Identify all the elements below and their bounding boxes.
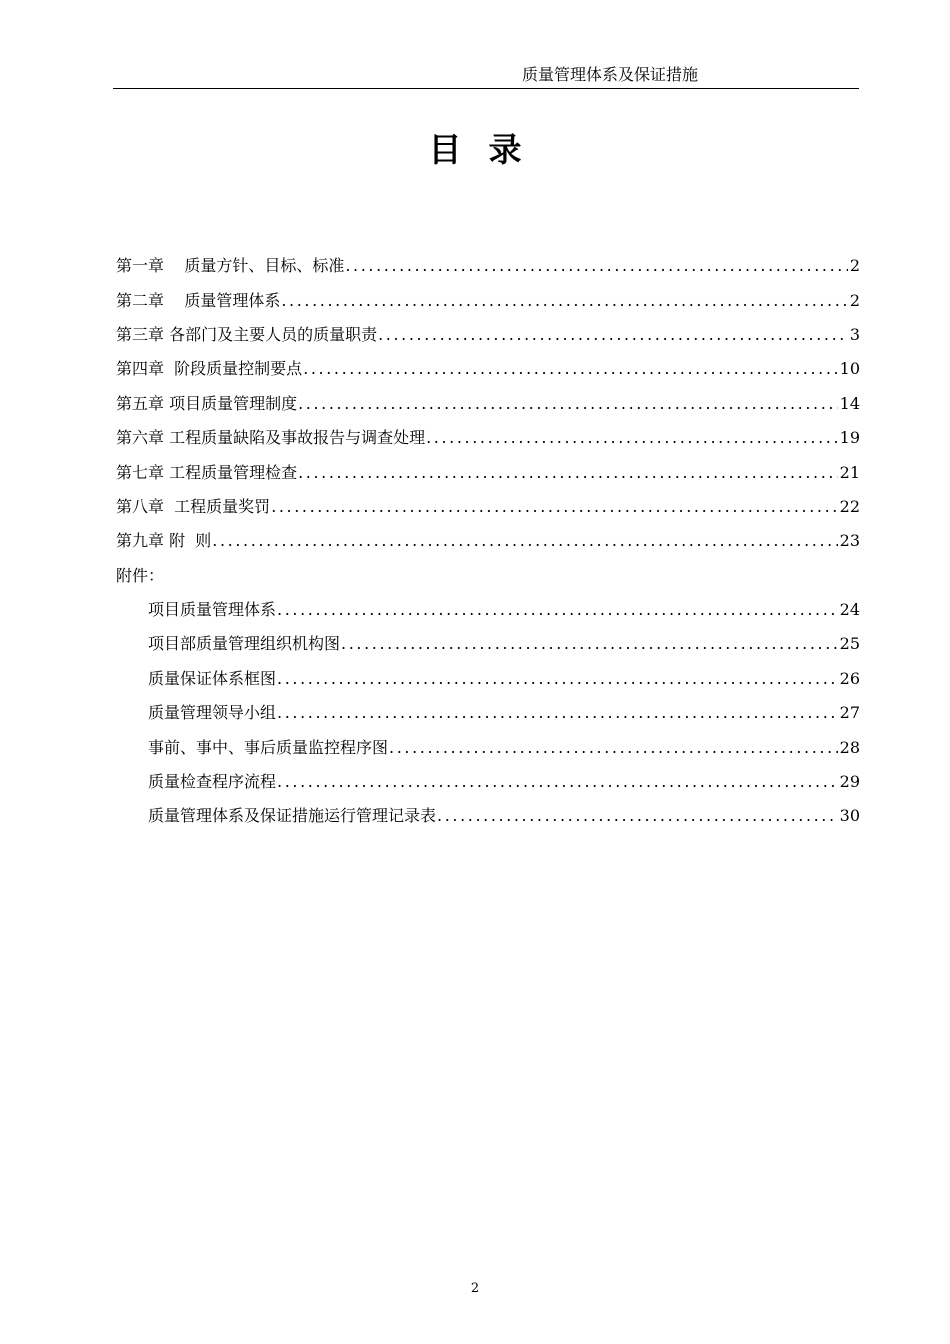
toc-entry-chapter-3[interactable]	[116, 318, 860, 352]
toc-appendix-entry-4[interactable]	[116, 696, 860, 730]
toc-entry-page: 23	[839, 531, 860, 551]
toc-entry-page: 21	[839, 462, 860, 482]
toc-dot-leader	[389, 738, 838, 758]
toc-entry-chapter-6[interactable]	[116, 421, 860, 455]
toc-appendix-label: 附件：	[116, 565, 165, 585]
toc-entry-label: 第二章 质量管理体系	[116, 290, 281, 310]
toc-entry-label: 项目部质量管理组织机构图	[148, 634, 341, 654]
toc-dot-leader	[303, 359, 837, 379]
toc-dot-leader	[378, 325, 848, 345]
toc-entry-chapter-9[interactable]	[116, 524, 860, 558]
toc-entry-page: 26	[839, 668, 860, 688]
toc-entry-label: 事前、事中、事后质量监控程序图	[148, 737, 389, 757]
toc-entry-chapter-2[interactable]	[116, 283, 860, 317]
toc-dot-leader	[277, 600, 838, 620]
toc-entry-label: 第八章 工程质量奖罚	[116, 496, 271, 516]
toc-entry-label: 第七章 工程质量管理检查	[116, 462, 298, 482]
toc-entry-page: 30	[839, 806, 860, 826]
toc-entry-label: 质量管理体系及保证措施运行管理记录表	[148, 806, 437, 826]
page-header	[113, 64, 859, 89]
toc-entry-label: 第四章 阶段质量控制要点	[116, 359, 303, 379]
toc-dot-leader	[341, 634, 838, 654]
toc-dot-leader	[426, 428, 838, 448]
toc-dot-leader	[271, 497, 837, 517]
toc-appendix-entry-7[interactable]	[116, 799, 860, 833]
toc-dot-leader	[437, 806, 838, 826]
toc-entry-label: 第一章 质量方针、目标、标准	[116, 256, 345, 276]
page-number: 2	[470, 1281, 480, 1296]
toc-dot-leader	[277, 669, 838, 689]
toc-appendix-heading	[116, 559, 860, 593]
toc-entry-page: 10	[839, 359, 860, 379]
toc-entry-chapter-8[interactable]	[116, 490, 860, 524]
toc-appendix-entry-6[interactable]	[116, 765, 860, 799]
toc-dot-leader	[277, 772, 838, 792]
toc-entry-label: 第五章 项目质量管理制度	[116, 393, 298, 413]
toc-entry-page: 14	[839, 393, 860, 413]
toc-dot-leader	[298, 394, 838, 414]
document-title: 目录	[428, 130, 549, 169]
toc-entry-label: 第三章 各部门及主要人员的质量职责	[116, 324, 378, 344]
toc-entry-page: 24	[839, 600, 860, 620]
toc-dot-leader	[298, 463, 838, 483]
toc-entry-label: 项目质量管理体系	[148, 600, 277, 620]
toc-entry-page: 27	[839, 703, 860, 723]
toc-entry-page: 29	[839, 772, 860, 792]
toc-entry-page: 2	[849, 256, 860, 276]
toc-entry-page: 3	[849, 324, 860, 344]
toc-entry-chapter-1[interactable]	[116, 249, 860, 283]
toc-entry-page: 25	[839, 634, 860, 654]
toc-entry-label: 第六章 工程质量缺陷及事故报告与调查处理	[116, 428, 426, 448]
toc-entry-page: 19	[839, 428, 860, 448]
toc-entry-label: 质量管理领导小组	[148, 703, 277, 723]
toc-appendix-entry-2[interactable]	[116, 627, 860, 661]
toc-entry-page: 2	[849, 290, 860, 310]
toc-entry-chapter-5[interactable]	[116, 387, 860, 421]
toc-appendix-entry-3[interactable]	[116, 662, 860, 696]
toc-appendix-entry-1[interactable]	[116, 593, 860, 627]
toc-dot-leader	[212, 531, 837, 551]
toc-dot-leader	[277, 703, 838, 723]
toc-entry-label: 第九章 附 则	[116, 531, 212, 551]
toc-entry-page: 22	[839, 496, 860, 516]
toc-dot-leader	[281, 291, 847, 311]
toc-entry-chapter-7[interactable]	[116, 455, 860, 489]
toc-entry-page: 28	[839, 737, 860, 757]
header-title: 质量管理体系及保证措施	[522, 65, 699, 84]
toc-entry-chapter-4[interactable]	[116, 352, 860, 386]
toc-entry-label: 质量保证体系框图	[148, 668, 277, 688]
toc-dot-leader	[345, 256, 847, 276]
table-of-contents	[116, 249, 860, 834]
toc-appendix-entry-5[interactable]	[116, 730, 860, 764]
toc-entry-label: 质量检查程序流程	[148, 772, 277, 792]
